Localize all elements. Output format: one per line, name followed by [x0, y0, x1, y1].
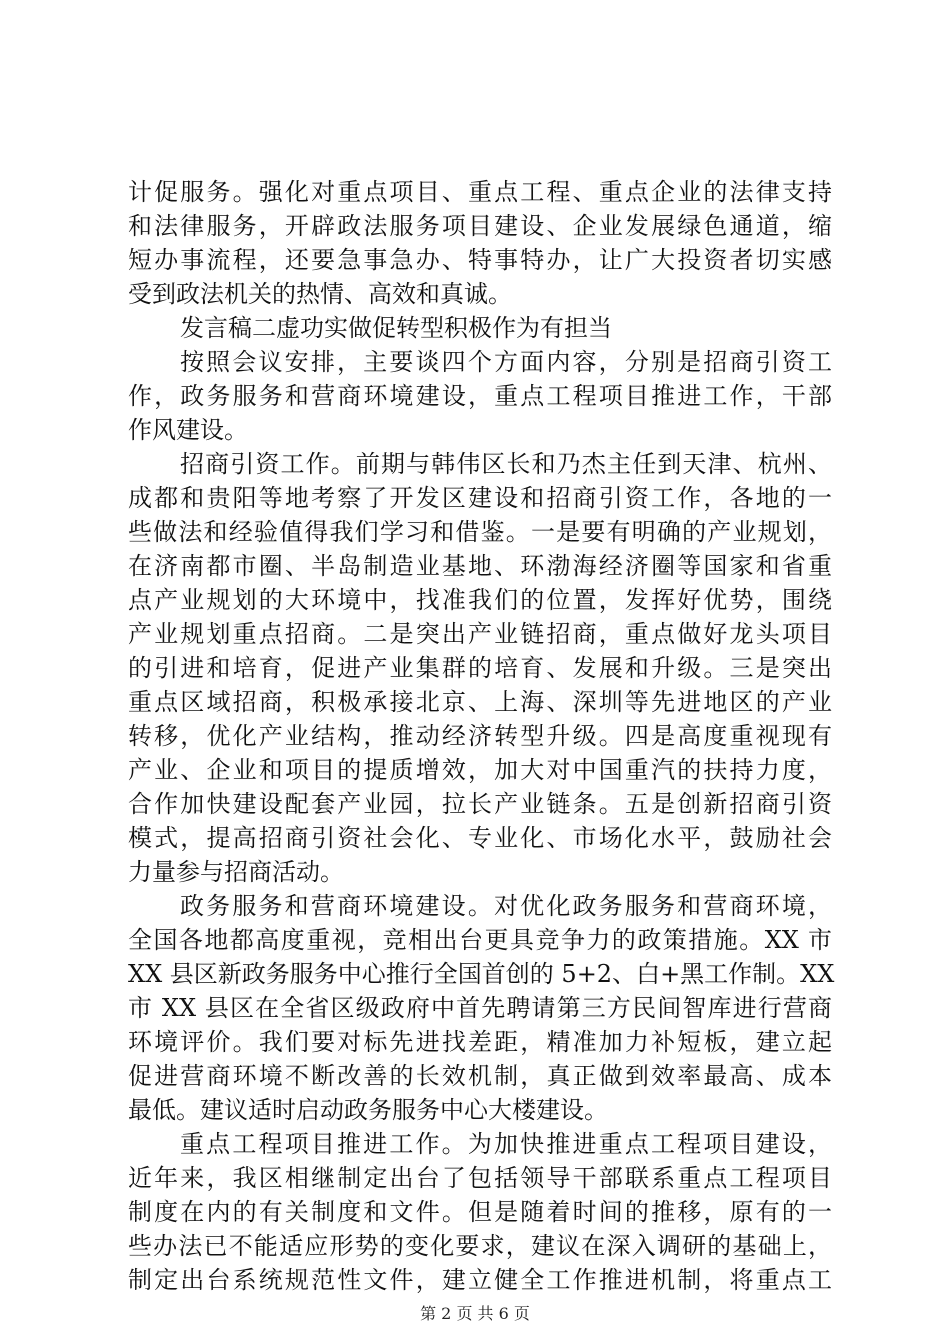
body-line: 产业规划重点招商。二是突出产业链招商，重点做好龙头项目 — [128, 620, 832, 648]
body-line: 作，政务服务和营商环境建设，重点工程项目推进工作，干部 — [128, 382, 832, 410]
body-line: 计促服务。强化对重点项目、重点工程、重点企业的法律支持 — [128, 178, 832, 206]
body-line: 政务服务和营商环境建设。对优化政务服务和营商环境， — [180, 892, 832, 920]
body-line: 全国各地都高度重视，竞相出台更具竞争力的政策措施。XX 市 — [128, 926, 832, 954]
body-line: XX 县区新政务服务中心推行全国首创的 5+2、白+黑工作制。XX — [128, 960, 835, 988]
body-line: 点产业规划的大环境中，找准我们的位置，发挥好优势，围绕 — [128, 586, 832, 614]
body-line: 合作加快建设配套产业园，拉长产业链条。五是创新招商引资 — [128, 790, 832, 818]
section-heading: 发言稿二虚功实做促转型积极作为有担当 — [180, 314, 612, 342]
body-line: 和法律服务，开辟政法服务项目建设、企业发展绿色通道，缩 — [128, 212, 832, 240]
body-line: 力量参与招商活动。 — [128, 858, 344, 886]
body-line: 近年来，我区相继制定出台了包括领导干部联系重点工程项目 — [128, 1164, 832, 1192]
page-number-footer: 第 2 页 共 6 页 — [420, 1304, 530, 1323]
body-line: 转移，优化产业结构，推动经济转型升级。四是高度重视现有 — [128, 722, 832, 750]
body-line: 招商引资工作。前期与韩伟区长和乃杰主任到天津、杭州、 — [180, 450, 832, 478]
body-line: 重点区域招商，积极承接北京、上海、深圳等先进地区的产业 — [128, 688, 832, 716]
body-line: 模式，提高招商引资社会化、专业化、市场化水平，鼓励社会 — [128, 824, 832, 852]
body-line: 成都和贵阳等地考察了开发区建设和招商引资工作，各地的一 — [128, 484, 832, 512]
body-line: 最低。建议适时启动政务服务中心大楼建设。 — [128, 1096, 608, 1124]
body-line: 受到政法机关的热情、高效和真诚。 — [128, 280, 512, 308]
body-line: 的引进和培育，促进产业集群的培育、发展和升级。三是突出 — [128, 654, 832, 682]
body-line: 重点工程项目推进工作。为加快推进重点工程项目建设， — [180, 1130, 832, 1158]
body-line: 制度在内的有关制度和文件。但是随着时间的推移，原有的一 — [128, 1198, 832, 1226]
body-line: 市 XX 县区在全省区级政府中首先聘请第三方民间智库进行营商 — [128, 994, 832, 1022]
body-line: 作风建设。 — [128, 416, 248, 444]
body-line: 促进营商环境不断改善的长效机制，真正做到效率最高、成本 — [128, 1062, 832, 1090]
body-line: 产业、企业和项目的提质增效，加大对中国重汽的扶持力度， — [128, 756, 832, 784]
body-line: 短办事流程，还要急事急办、特事特办，让广大投资者切实感 — [128, 246, 832, 274]
body-line: 按照会议安排，主要谈四个方面内容，分别是招商引资工 — [180, 348, 832, 376]
body-line: 制定出台系统规范性文件，建立健全工作推进机制，将重点工 — [128, 1266, 832, 1294]
body-line: 些做法和经验值得我们学习和借鉴。一是要有明确的产业规划， — [128, 518, 832, 546]
body-line: 些办法已不能适应形势的变化要求，建议在深入调研的基础上， — [128, 1232, 832, 1260]
body-line: 环境评价。我们要对标先进找差距，精准加力补短板，建立起 — [128, 1028, 832, 1056]
body-line: 在济南都市圈、半岛制造业基地、环渤海经济圈等国家和省重 — [128, 552, 832, 580]
